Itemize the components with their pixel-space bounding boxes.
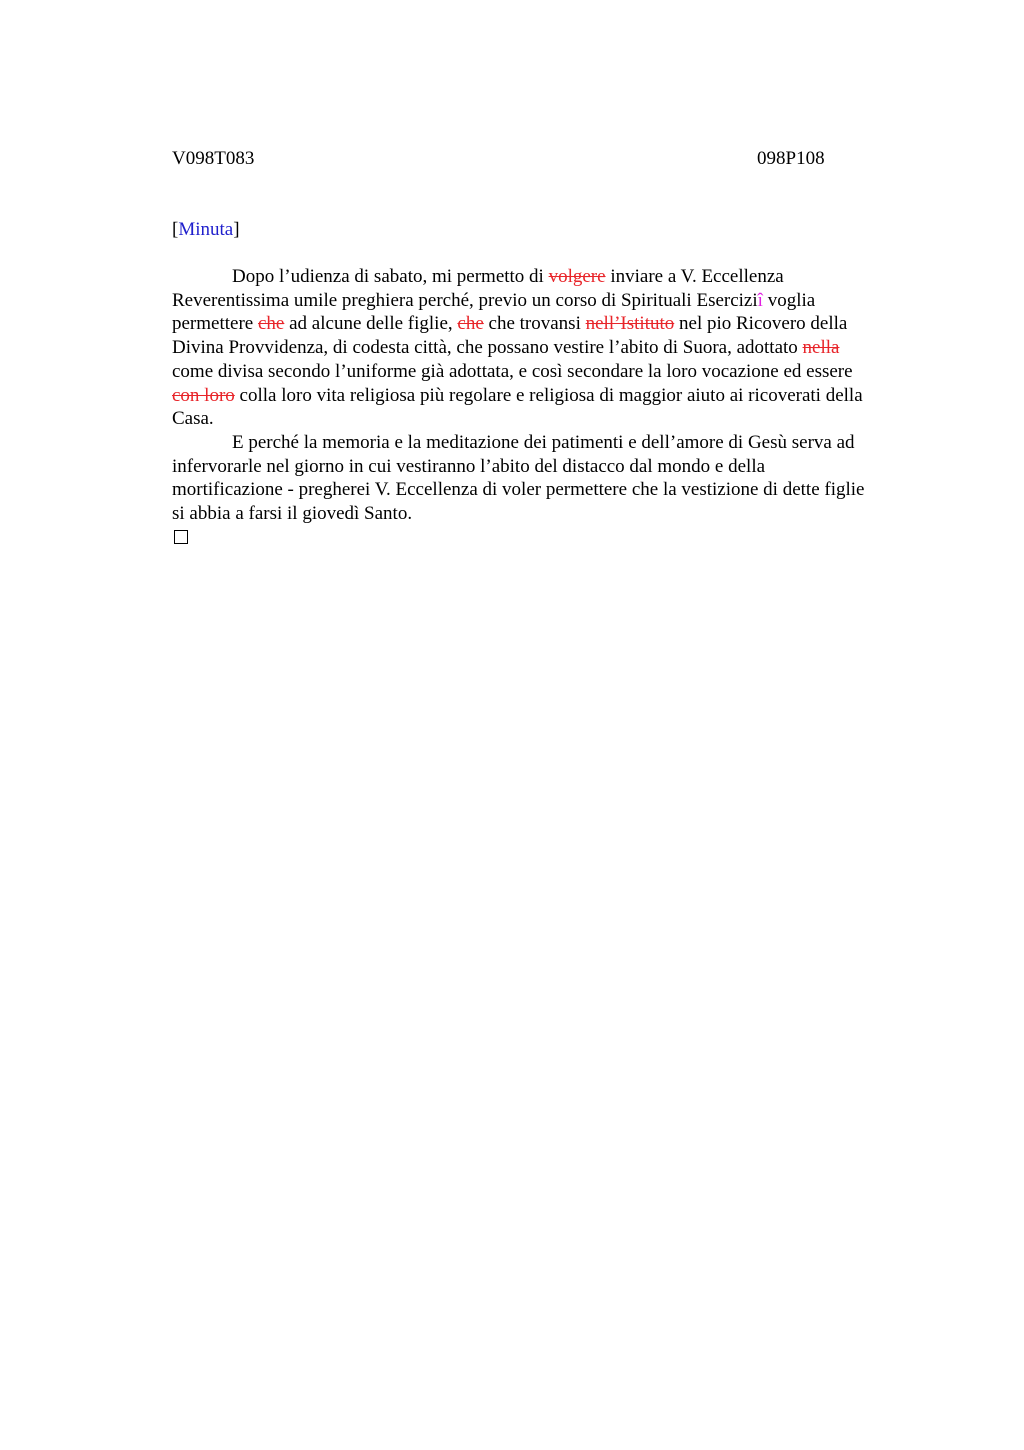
- text-segment: ad alcune delle figlie,: [284, 313, 458, 335]
- open-bracket: [: [172, 219, 179, 240]
- text-segment: nel pio Ricovero della: [674, 313, 848, 335]
- text-line: [172, 289, 932, 313]
- text-segment: Dopo l’udienza di sabato, mi permetto di: [232, 266, 549, 287]
- text-segment: inviare a V. Eccellenza: [605, 266, 784, 287]
- text-segment: permettere: [172, 313, 258, 335]
- text-line: infervorarle nel giorno in cui vestiranno l’abito del distacco dal mondo e della: [172, 455, 766, 477]
- section-label-text: Minuta: [178, 219, 234, 240]
- close-bracket: ]: [233, 219, 240, 240]
- text-line: mortificazione - pregherei V. Eccellenza di voler permettere che la vestizione di dette figlie: [172, 479, 865, 501]
- text-segment: E perché la memoria e la meditazione dei patimenti e dell’amore di Gesù serva ad: [232, 431, 855, 453]
- text-segment: Reverentissima umile preghiera perché, previo un corso di Spirituali Esercizi: [172, 289, 758, 311]
- square-outline-icon: [174, 530, 188, 544]
- text-line: [172, 312, 932, 336]
- end-marker-line: [172, 526, 932, 551]
- document-id-right: 098P108: [757, 148, 825, 169]
- text-segment: colla loro vita religiosa più regolare e religiosa di maggior aiuto ai ricoverati della: [234, 384, 863, 406]
- deleted-text: che: [457, 313, 484, 335]
- added-text: î: [757, 289, 763, 311]
- deleted-text: con loro: [172, 384, 235, 406]
- document-id-left: V098T083: [172, 148, 255, 169]
- deleted-text: nell’Istituto: [585, 313, 675, 335]
- deleted-text: che: [257, 313, 285, 335]
- text-line: [172, 431, 932, 455]
- text-segment: che trovansi: [483, 313, 586, 335]
- text-line: si abbia a farsi il giovedì Santo.: [172, 503, 413, 525]
- text-line: [172, 384, 932, 408]
- text-segment: voglia: [762, 289, 816, 311]
- text-line: [172, 336, 932, 360]
- letter-body: [172, 265, 932, 550]
- text-segment: Divina Provvidenza, di codesta città, che possano vestire l’abito di Suora, adottato: [172, 337, 803, 359]
- text-line: Casa.: [172, 408, 214, 430]
- text-line: [172, 265, 932, 289]
- text-line: come divisa secondo l’uniforme già adottata, e così secondare la loro vocazione ed essere: [172, 360, 853, 382]
- deleted-text: volgere: [548, 266, 606, 287]
- section-label: [172, 218, 240, 241]
- deleted-text: nella: [802, 337, 840, 359]
